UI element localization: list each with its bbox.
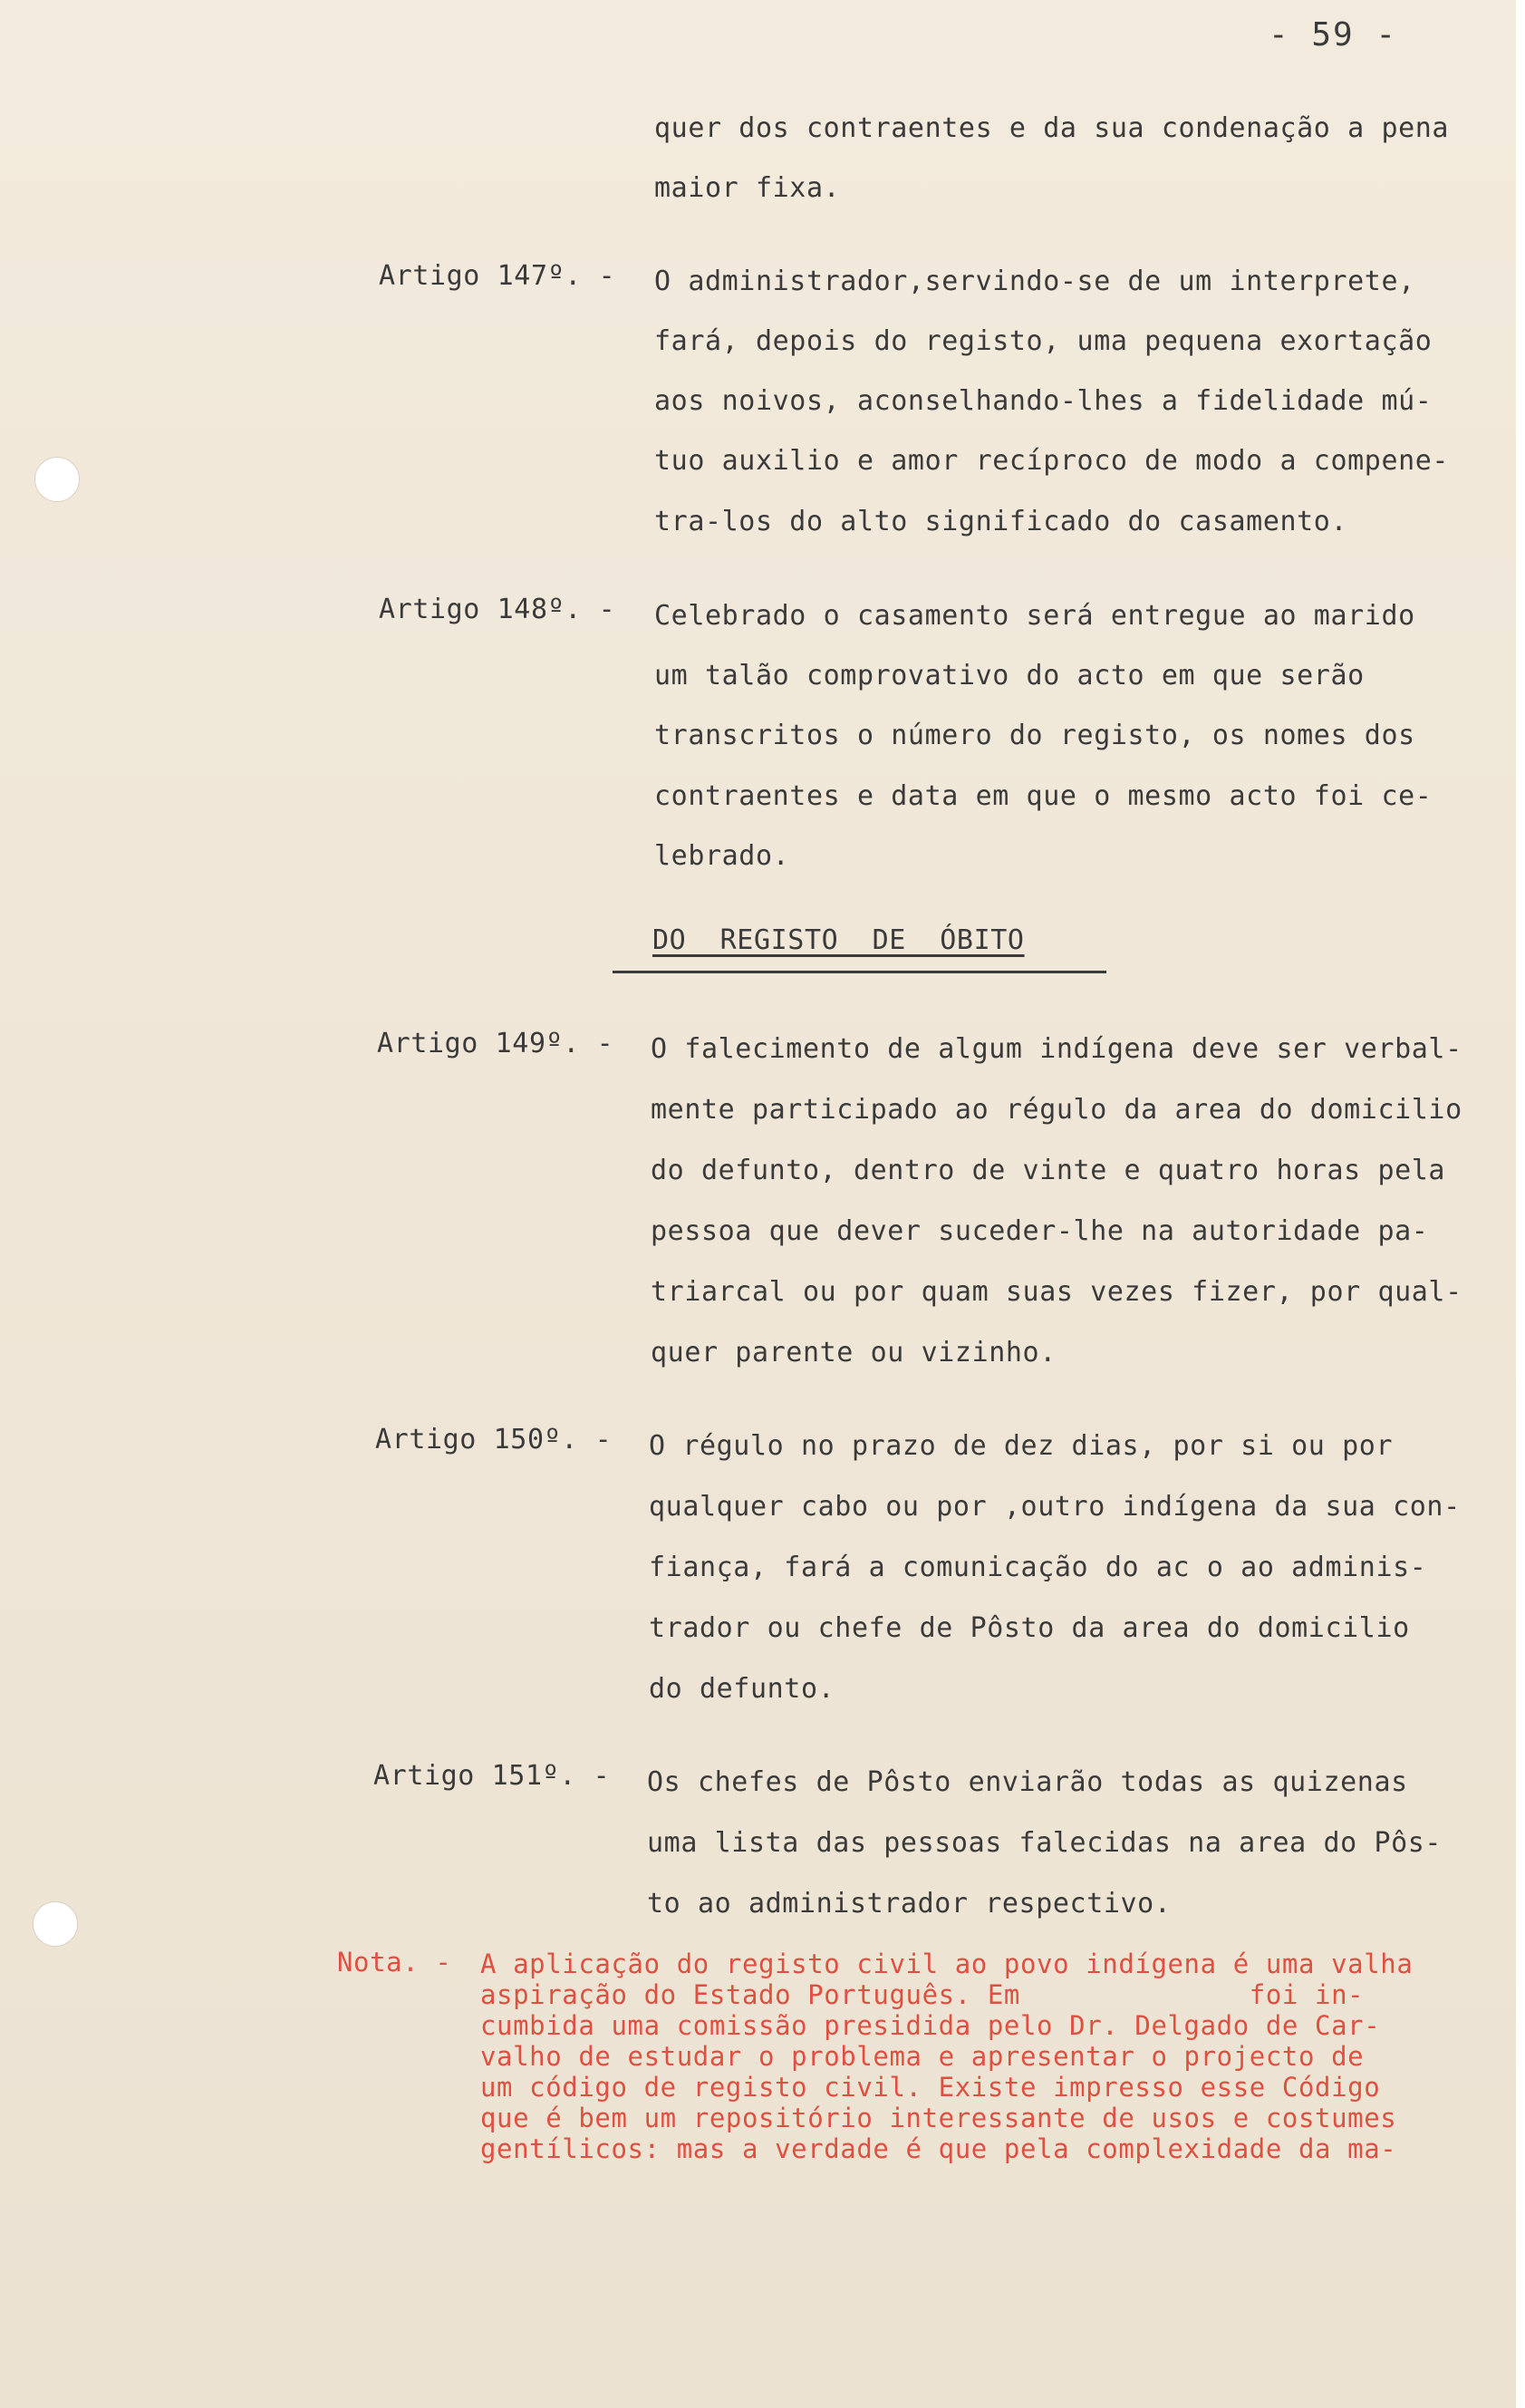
body-line: mente participado ao régulo da area do domicilio bbox=[651, 1094, 1462, 1126]
note-line: A aplicação do registo civil ao povo indígena é uma valha bbox=[480, 1949, 1414, 1979]
body-line: O falecimento de algum indígena deve ser verbal- bbox=[651, 1033, 1462, 1065]
body-line: fiança, fará a comunicação do ac o ao adminis- bbox=[649, 1552, 1427, 1583]
body-line: tra-los do alto significado do casamento. bbox=[654, 506, 1348, 537]
body-line: do defunto. bbox=[649, 1673, 835, 1705]
note-line: aspiração do Estado Português. Em foi in- bbox=[480, 1979, 1365, 2010]
heading-underline bbox=[613, 971, 1106, 973]
body-line: qualquer cabo ou por ,outro indígena da sua con- bbox=[649, 1491, 1461, 1523]
body-line: uma lista das pessoas falecidas na area do Pôs- bbox=[647, 1827, 1443, 1859]
body-line: O régulo no prazo de dez dias, por si ou por bbox=[649, 1430, 1394, 1462]
article-label: Artigo 147º. - bbox=[379, 260, 616, 292]
body-line: maior fixa. bbox=[654, 172, 841, 204]
body-line: fará, depois do registo, uma pequena exortação bbox=[654, 325, 1433, 357]
punch-hole-bottom bbox=[33, 1901, 78, 1947]
body-line: aos noivos, aconselhando-lhes a fidelidade mú- bbox=[654, 385, 1433, 417]
body-line: pessoa que dever suceder-lhe na autoridade pa- bbox=[651, 1215, 1429, 1247]
punch-hole-top bbox=[34, 457, 80, 502]
body-line: do defunto, dentro de vinte e quatro horas pela bbox=[651, 1155, 1446, 1186]
body-line: triarcal ou por quam suas vezes fizer, por qual- bbox=[651, 1276, 1462, 1308]
body-line: tuo auxilio e amor recíproco de modo a compene- bbox=[654, 445, 1450, 477]
body-line: lebrado. bbox=[654, 840, 790, 872]
note-line: um código de registo civil. Existe impresso esse Código bbox=[480, 2072, 1381, 2103]
body-line: O administrador,servindo-se de um interprete, bbox=[654, 266, 1415, 297]
body-line: transcritos o número do registo, os nomes dos bbox=[654, 720, 1415, 751]
body-line: Celebrado o casamento será entregue ao marido bbox=[654, 600, 1415, 632]
page-number: - 59 - bbox=[1269, 16, 1398, 53]
article-label: Artigo 148º. - bbox=[379, 594, 616, 625]
note-line: que é bem um repositório interessante de usos e costumes bbox=[480, 2103, 1397, 2133]
body-line: to ao administrador respectivo. bbox=[647, 1888, 1172, 1920]
body-line: quer dos contraentes e da sua condenação a pena bbox=[654, 112, 1450, 144]
body-line: Os chefes de Pôsto enviarão todas as quizenas bbox=[647, 1766, 1408, 1798]
article-label: Artigo 151º. - bbox=[373, 1760, 611, 1792]
note-line: cumbida uma comissão presidida pelo Dr. Delgado de Car- bbox=[480, 2010, 1381, 2041]
page-edge bbox=[1516, 0, 1525, 2408]
article-label: Artigo 149º. - bbox=[377, 1028, 614, 1059]
note-label: Nota. - bbox=[337, 1947, 452, 1978]
article-label: Artigo 150º. - bbox=[375, 1424, 613, 1455]
body-line: quer parente ou vizinho. bbox=[651, 1337, 1057, 1368]
section-heading: DO REGISTO DE ÓBITO bbox=[652, 924, 1025, 956]
body-line: um talão comprovativo do acto em que serão bbox=[654, 660, 1365, 691]
body-line: trador ou chefe de Pôsto da area do domicilio bbox=[649, 1612, 1410, 1644]
note-line: gentílicos: mas a verdade é que pela complexidade da ma- bbox=[480, 2133, 1397, 2164]
note-line: valho de estudar o problema e apresentar o projecto de bbox=[480, 2041, 1365, 2072]
body-line: contraentes e data em que o mesmo acto foi ce- bbox=[654, 780, 1433, 812]
